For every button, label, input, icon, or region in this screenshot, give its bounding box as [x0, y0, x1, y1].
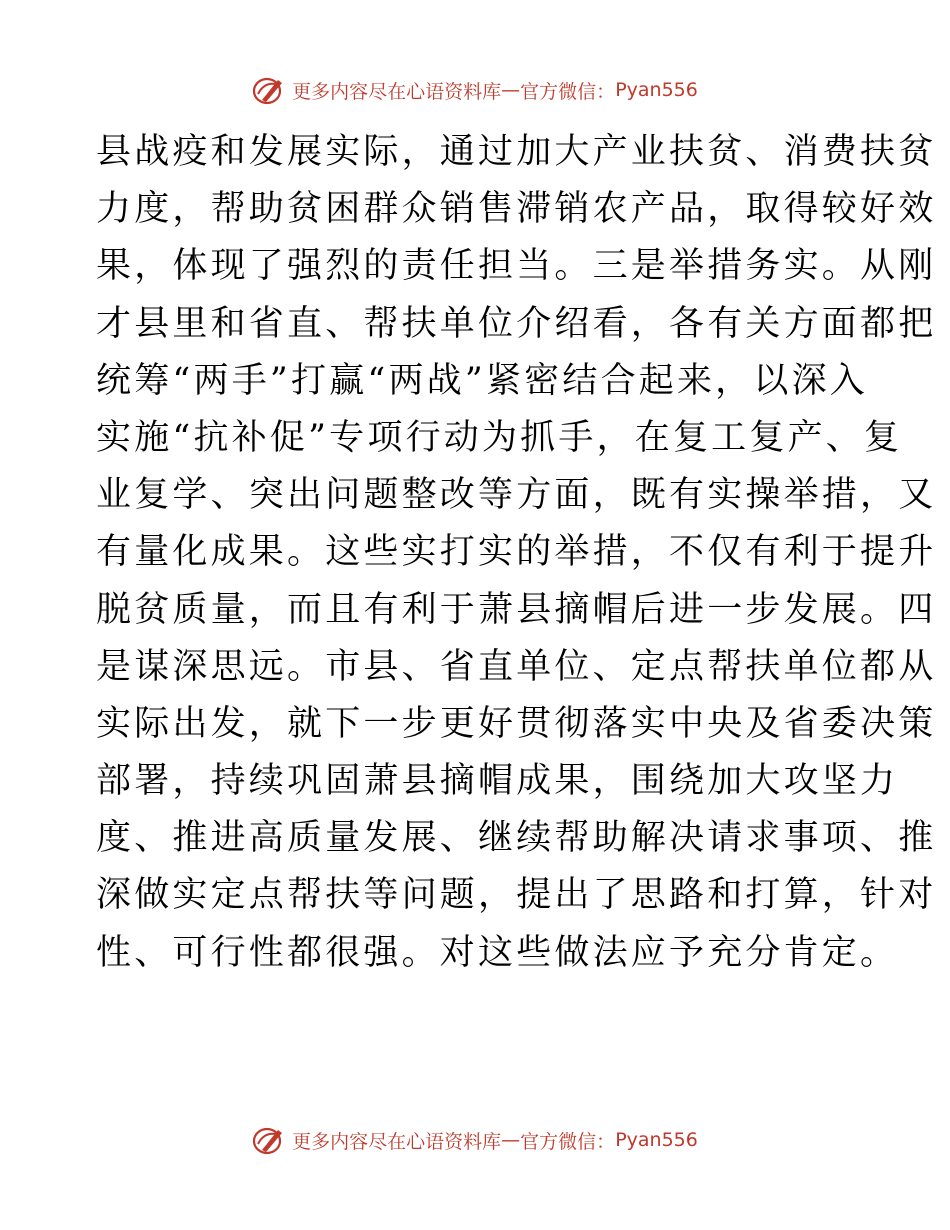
watermark-footer	[0, 1124, 950, 1156]
pen-logo-icon	[252, 1124, 288, 1156]
watermark-separator: —	[501, 79, 521, 101]
watermark-wechat-id: Pyan556	[615, 79, 698, 101]
text-line: 性、可行性都很强。对这些做法应予充分肯定。	[96, 932, 899, 973]
watermark-wechat-label: 官方微信：	[520, 1130, 616, 1153]
text-line: 部署，持续巩固萧县摘帽成果，围绕加大攻坚力	[96, 761, 899, 802]
text-line: 实施“抗补促”专项行动为抓手，在复工复产、复	[96, 417, 903, 458]
text-line: 果，体现了强烈的责任担当。三是举措务实。从刚	[96, 246, 937, 287]
watermark-text: 更多内容尽在心语资料库	[292, 80, 502, 103]
watermark-wechat-id: Pyan556	[615, 1129, 698, 1151]
text-line: 业复学、突出问题整改等方面，既有实操举措，又	[96, 475, 937, 516]
watermark-header	[0, 74, 950, 106]
text-line: 实际出发，就下一步更好贯彻落实中央及省委决策	[96, 703, 937, 744]
watermark-text: 更多内容尽在心语资料库	[292, 1130, 502, 1153]
watermark-wechat-label: 官方微信：	[520, 80, 616, 103]
text-line: 才县里和省直、帮扶单位介绍看，各有关方面都把	[96, 303, 937, 344]
watermark-separator: —	[501, 1129, 521, 1151]
text-line: 力度，帮助贫困群众销售滞销农产品，取得较好效	[96, 189, 937, 230]
document-body	[96, 124, 937, 982]
text-line: 深做实定点帮扶等问题，提出了思路和打算，针对	[96, 875, 937, 916]
text-line: 有量化成果。这些实打实的举措，不仅有利于提升	[96, 532, 937, 573]
text-line: 度、推进高质量发展、继续帮助解决请求事项、推	[96, 818, 937, 859]
pen-logo-icon	[252, 74, 288, 106]
text-line: 脱贫质量，而且有利于萧县摘帽后进一步发展。四	[96, 589, 937, 630]
text-line: 是谋深思远。市县、省直单位、定点帮扶单位都从	[96, 646, 937, 687]
text-line: 统筹“两手”打赢“两战”紧密结合起来，以深入	[96, 360, 868, 401]
text-line: 县战疫和发展实际，通过加大产业扶贫、消费扶贫	[96, 132, 937, 172]
